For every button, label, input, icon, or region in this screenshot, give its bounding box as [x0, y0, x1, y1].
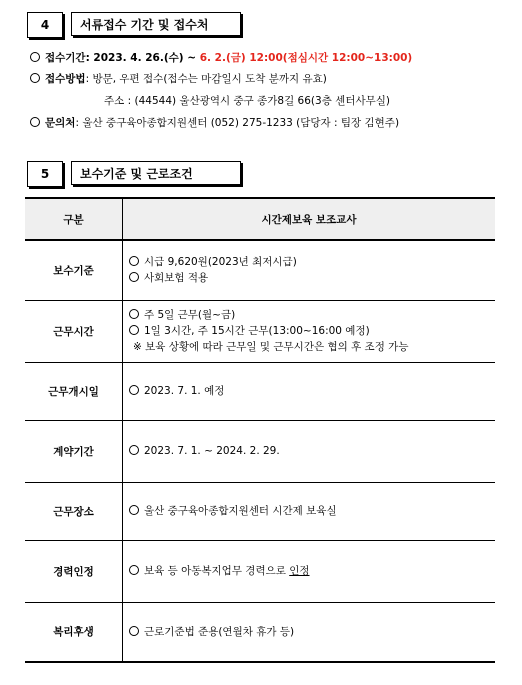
row-label: 계약기간 [25, 420, 123, 482]
period-start: : 2023. 4. 26.(수) ~ [85, 52, 200, 64]
contact-label: 문의처 [45, 117, 76, 129]
bullet-circle-icon [30, 52, 40, 62]
section-number: 4 [27, 12, 63, 38]
conditions-table [25, 197, 495, 663]
row-item-emphasis: 인정 [289, 565, 310, 577]
table-row [25, 240, 495, 300]
bullet-circle-icon [129, 626, 139, 636]
row-item: 사회보험 적용 [144, 272, 209, 285]
method-line [30, 71, 327, 86]
bullet-circle-icon [129, 325, 139, 335]
contact-line [30, 115, 399, 130]
method-label: 접수방법 [45, 73, 86, 85]
row-label: 근무장소 [25, 482, 123, 540]
row-item: 주 5일 근무(월~금) [144, 309, 236, 321]
row-value [123, 482, 496, 540]
period-label: 접수기간 [45, 52, 86, 64]
header-category: 구분 [25, 198, 123, 240]
row-note: ※ 보육 상황에 따라 근무일 및 근무시간은 협의 후 조정 가능 [133, 341, 409, 353]
bullet-circle-icon [30, 117, 40, 127]
bullet-circle-icon [30, 73, 40, 83]
table-row [25, 300, 495, 362]
section-title: 서류접수 기간 및 접수처 [71, 12, 241, 36]
row-item: 1일 3시간, 주 15시간 근무(13:00~16:00 예정) [144, 325, 370, 337]
bullet-circle-icon [129, 309, 139, 319]
header-position: 시간제보육 보조교사 [123, 198, 496, 240]
row-value [123, 240, 496, 300]
table-row [25, 362, 495, 420]
row-value [123, 602, 496, 662]
row-label: 근무시간 [25, 300, 123, 362]
bullet-circle-icon [129, 385, 139, 395]
row-value [123, 540, 496, 602]
row-label: 보수기준 [25, 240, 123, 300]
row-label: 복리후생 [25, 602, 123, 662]
bullet-circle-icon [129, 505, 139, 515]
row-value [123, 362, 496, 420]
bullet-circle-icon [129, 272, 139, 282]
row-item: 울산 중구육아종합지원센터 시간제 보육실 [144, 505, 337, 517]
period-line [30, 50, 412, 65]
table-header-row [25, 198, 495, 240]
row-label: 경력인정 [25, 540, 123, 602]
bullet-circle-icon [129, 565, 139, 575]
address-line: 주소 : (44544) 울산광역시 중구 종가8길 66(3층 센터사무실) [104, 95, 390, 107]
table-row [25, 420, 495, 482]
row-item: 근로기준법 준용(연월차 휴가 등) [144, 625, 295, 638]
bullet-circle-icon [129, 445, 139, 455]
table-row [25, 602, 495, 662]
section-number: 5 [27, 161, 63, 187]
row-value [123, 420, 496, 482]
period-end: 6. 2.(금) 12:00(점심시간 12:00~13:00) [199, 52, 413, 64]
contact-text: : 울산 중구육아종합지원센터 (052) 275-1233 (담당자 : 팀장 김현주) [75, 117, 400, 129]
table-row [25, 540, 495, 602]
row-item: 2023. 7. 1. ~ 2024. 2. 29. [144, 445, 280, 457]
row-item: 시급 9,620원(2023년 최저시급) [144, 256, 297, 269]
row-value [123, 300, 496, 362]
row-item: 보육 등 아동복지업무 경력으로 [144, 565, 290, 577]
method-text: : 방문, 우편 접수(접수는 마감일시 도착 분까지 유효) [85, 73, 327, 85]
row-label: 근무개시일 [25, 362, 123, 420]
table-row [25, 482, 495, 540]
section-title: 보수기준 및 근로조건 [71, 161, 241, 185]
bullet-circle-icon [129, 256, 139, 266]
row-item: 2023. 7. 1. 예정 [144, 385, 225, 397]
